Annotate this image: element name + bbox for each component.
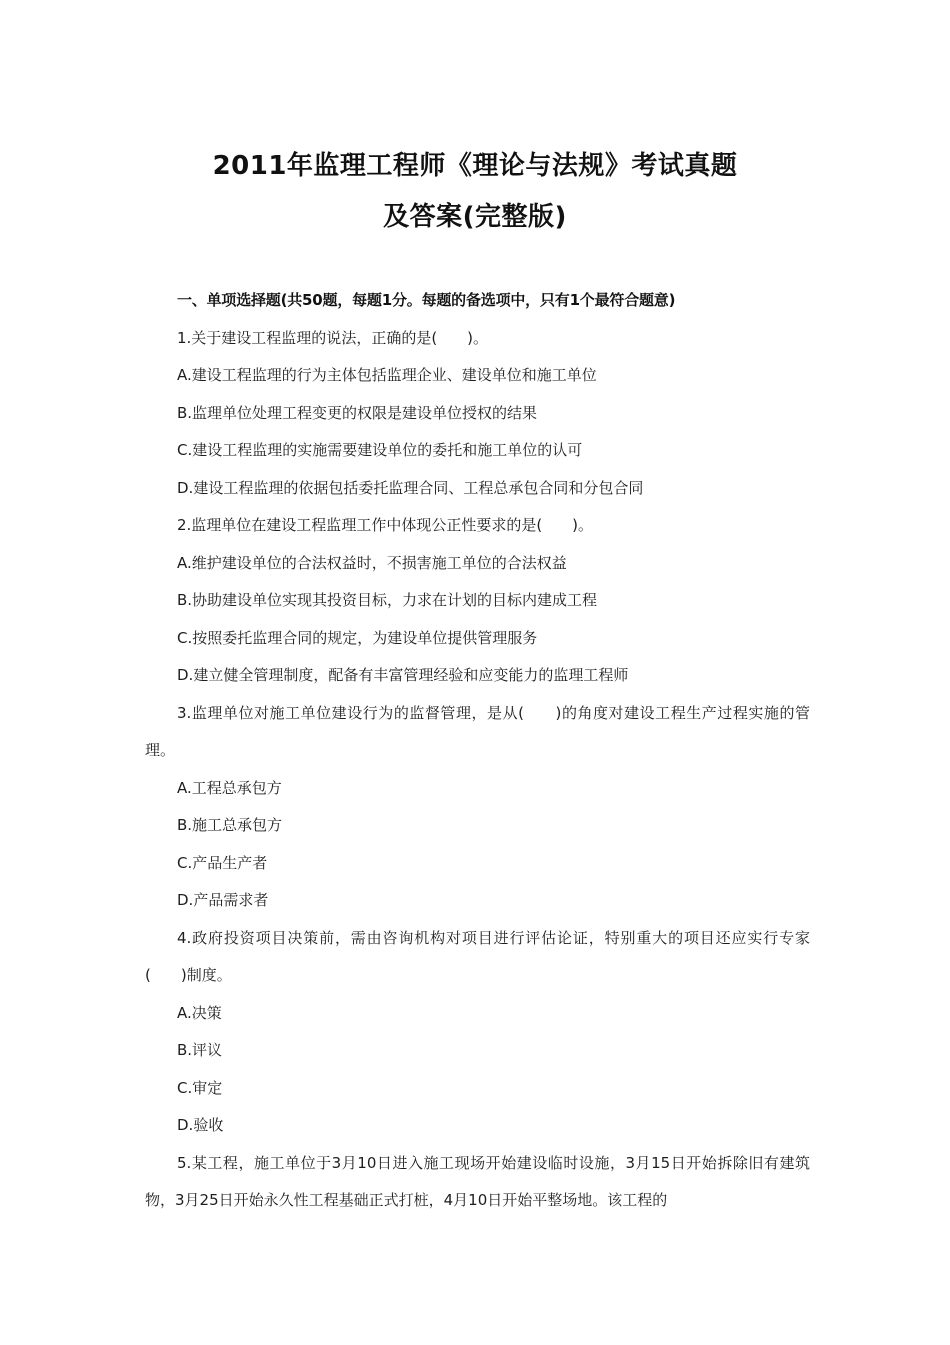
document-title-line-1: 2011年监理工程师《理论与法规》考试真题 (212, 151, 738, 181)
q2-option-d: D.建立健全管理制度，配备有丰富管理经验和应变能力的监理工程师 (177, 666, 629, 684)
question-2: 2.监理单位在建设工程监理工作中体现公正性要求的是( )。 (177, 516, 594, 534)
q4-option-b: B.评议 (177, 1041, 223, 1059)
q3-option-a: A.工程总承包方 (177, 778, 282, 797)
question-1: 1.关于建设工程监理的说法，正确的是( )。 (177, 328, 489, 347)
q2-option-b: B.协助建设单位实现其投资目标，力求在计划的目标内建成工程 (177, 591, 598, 609)
q4-option-c: C.审定 (177, 1078, 223, 1097)
section-heading: 一、单项选择题(共50题，每题1分。每题的备选项中，只有1个最符合题意) (177, 291, 676, 309)
q1-option-a: A.建设工程监理的行为主体包括监理企业、建设单位和施工单位 (177, 366, 597, 384)
q3-option-c: C.产品生产者 (177, 853, 268, 872)
question-3: 3.监理单位对施工单位建设行为的监督管理，是从( )的角度对建设工程生产过程实施的管理。 (145, 703, 810, 759)
question-5: 5.某工程，施工单位于3月10日进入施工现场开始建设临时设施，3月15日开始拆除旧有建筑物，3月25日开始永久性工程基础正式打桩，4月10日开始平整场地。该工程的 (145, 1153, 810, 1209)
question-4: 4.政府投资项目决策前，需由咨询机构对项目进行评估论证，特别重大的项目还应实行专家( )制度。 (145, 928, 810, 984)
q2-option-c: C.按照委托监理合同的规定，为建设单位提供管理服务 (177, 628, 538, 647)
document-body (145, 282, 810, 1220)
q4-option-a: A.决策 (177, 1003, 222, 1022)
q1-option-c: C.建设工程监理的实施需要建设单位的委托和施工单位的认可 (177, 441, 583, 459)
q1-option-b: B.监理单位处理工程变更的权限是建设单位授权的结果 (177, 403, 538, 422)
document-title-line-2: 及答案(完整版) (383, 202, 567, 232)
q4-option-d: D.验收 (177, 1116, 224, 1134)
q3-option-b: B.施工总承包方 (177, 816, 283, 834)
q3-option-d: D.产品需求者 (177, 891, 269, 909)
q1-option-d: D.建设工程监理的依据包括委托监理合同、工程总承包合同和分包合同 (177, 478, 644, 497)
q2-option-a: A.维护建设单位的合法权益时，不损害施工单位的合法权益 (177, 553, 567, 572)
